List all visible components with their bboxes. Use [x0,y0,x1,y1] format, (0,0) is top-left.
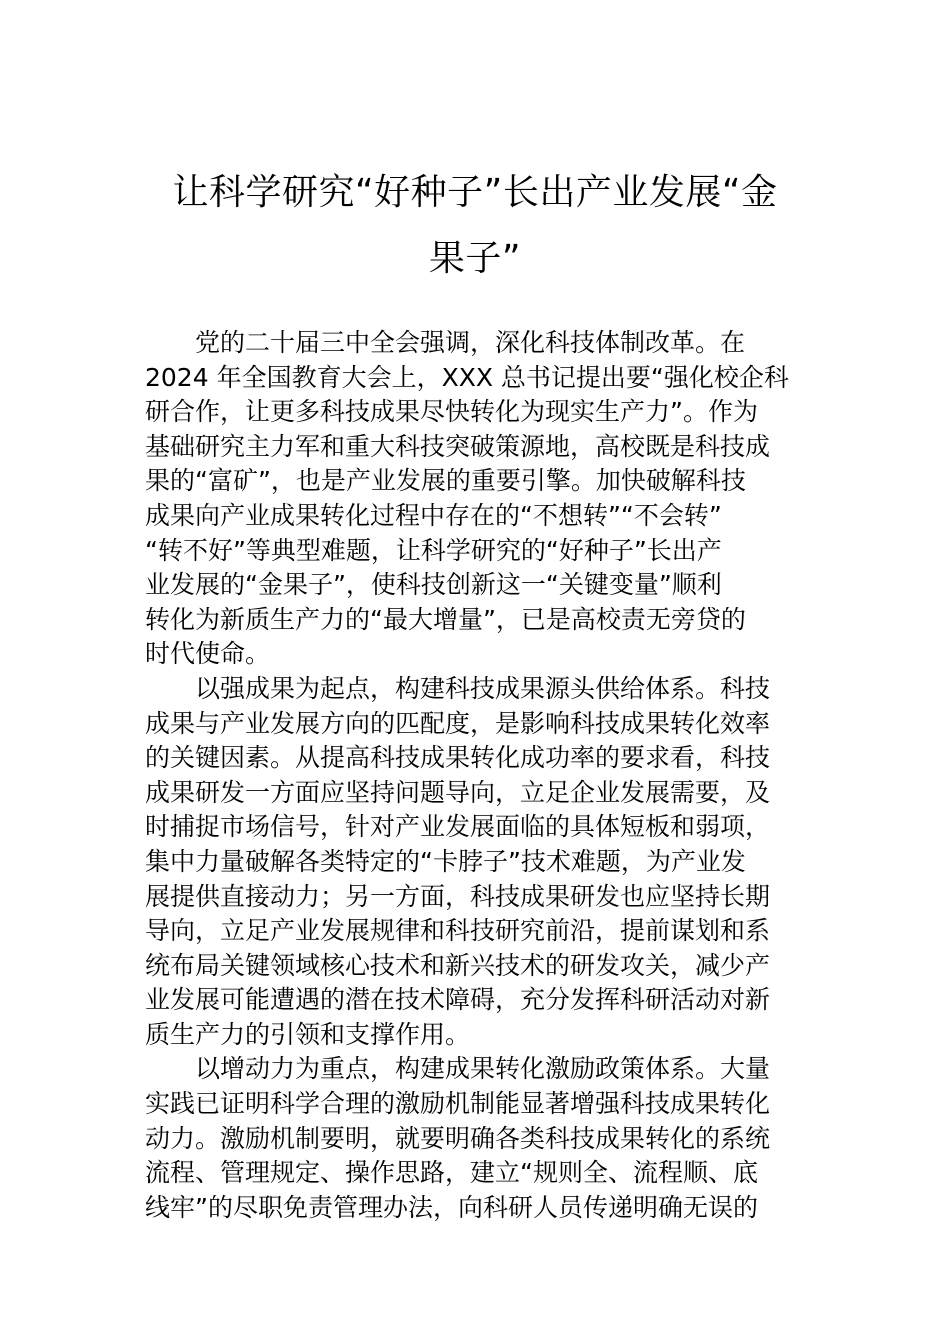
paragraph-line: 成果与产业发展方向的匹配度，是影响科技成果转化效率 [145,708,771,738]
paragraph-line: 动力。激励机制要明，就要明确各类科技成果转化的系统 [145,1123,771,1153]
paragraph-1 [145,326,805,672]
paragraph-line: 展提供直接动力；另一方面，科技成果研发也应坚持长期 [145,881,771,911]
paragraph-2 [145,672,805,1053]
paragraph-line: 基础研究主力军和重大科技突破策源地，高校既是科技成 [145,431,771,461]
paragraph-line: 流程、管理规定、操作思路，建立“规则全、流程顺、底 [145,1158,758,1188]
title-line-2: 果子” [428,238,522,279]
paragraph-line: 以增动力为重点，构建成果转化激励政策体系。大量 [195,1054,771,1084]
paragraph-line: 以强成果为起点，构建科技成果源头供给体系。科技 [195,673,771,703]
paragraph-line: 成果研发一方面应坚持问题导向，立足企业发展需要，及 [145,777,771,807]
paragraph-line: 导向，立足产业发展规律和科技研究前沿，提前谋划和系 [145,916,771,946]
paragraph-3 [145,1052,805,1225]
paragraph-line: 成果向产业成果转化过程中存在的“不想转”“不会转” [145,500,722,530]
paragraph-line: 集中力量破解各类特定的“卡脖子”技术难题，为产业发 [145,846,746,876]
paragraph-line: 的关键因素。从提高科技成果转化成功率的要求看，科技 [145,743,771,773]
paragraph-line: 线牢”的尽职免责管理办法，向科研人员传递明确无误的 [145,1192,758,1222]
document-body [145,326,805,1225]
document-title [140,160,810,292]
paragraph-line: 果的“富矿”，也是产业发展的重要引擎。加快破解科技 [145,466,746,496]
paragraph-line: 2024 年全国教育大会上，XXX 总书记提出要“强化校企科 [145,362,789,392]
paragraph-line: 时代使命。 [145,639,271,669]
title-line-1: 让科学研究“好种子”长出产业发展“金 [172,172,778,213]
paragraph-line: 转化为新质生产力的“最大增量”，已是高校责无旁贷的 [145,604,746,634]
paragraph-line: 研合作，让更多科技成果尽快转化为现实生产力”。作为 [145,397,758,427]
paragraph-line: 业发展的“金果子”，使科技创新这一“关键变量”顺利 [145,570,722,600]
paragraph-line: 统布局关键领域核心技术和新兴技术的研发攻关，减少产 [145,950,771,980]
paragraph-line: 党的二十届三中全会强调，深化科技体制改革。在 [195,328,746,357]
paragraph-line: 业发展可能遭遇的潜在技术障碍，充分发挥科研活动对新 [145,985,771,1015]
paragraph-line: 质生产力的引领和支撑作用。 [145,1019,471,1049]
paragraph-line: 时捕捉市场信号，针对产业发展面临的具体短板和弱项， [145,812,771,842]
paragraph-line: “转不好”等典型难题，让科学研究的“好种子”长出产 [145,535,722,565]
paragraph-line: 实践已证明科学合理的激励机制能显著增强科技成果转化 [145,1089,771,1119]
